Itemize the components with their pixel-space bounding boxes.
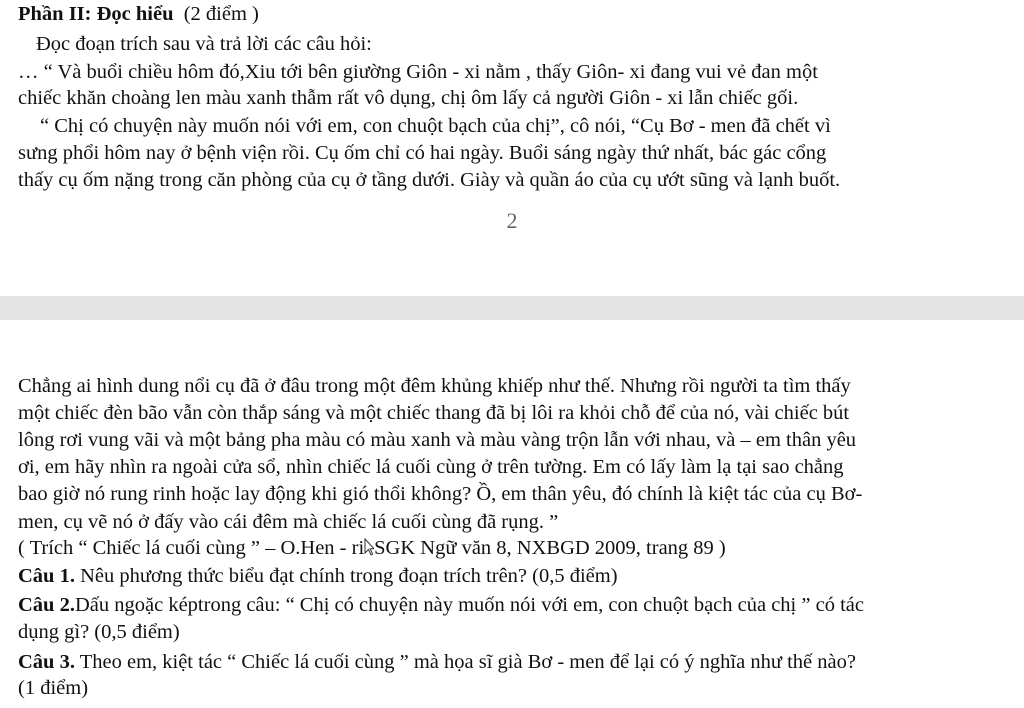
question-label: Câu 2. bbox=[18, 594, 75, 616]
passage-line: sưng phổi hôm nay ở bệnh viện rồi. Cụ ốm chỉ có hai ngày. Buổi sáng ngày thứ nhất, bác gác cổng bbox=[18, 142, 827, 164]
passage-line: ơi, em hãy nhìn ra ngoài cửa sổ, nhìn chiếc lá cuối cùng ở trên tường. Em có lấy làm lạ tại sao chẳng bbox=[18, 456, 844, 478]
passage-line: Chẳng ai hình dung nổi cụ đã ở đâu trong một đêm khủng khiếp như thế. Nhưng rồi người ta tìm thấy bbox=[18, 375, 851, 397]
question-3 bbox=[18, 650, 856, 674]
citation-source: ( Trích “ Chiếc lá cuối cùng ” – O.Hen - ri bbox=[18, 537, 365, 559]
question-label: Câu 1. bbox=[18, 565, 75, 587]
text-cursor-icon bbox=[364, 538, 374, 556]
section-instruction: Đọc đoạn trích sau và trả lời các câu hỏi: bbox=[36, 33, 372, 55]
question-text: Theo em, kiệt tác “ Chiếc lá cuối cùng ” mà họa sĩ già Bơ - men để lại có ý nghĩa như thế nào? bbox=[74, 651, 856, 673]
question-2 bbox=[18, 593, 864, 617]
document-page-1 bbox=[0, 0, 1024, 296]
document-page-2 bbox=[0, 320, 1024, 708]
question-text: Nêu phương thức biểu đạt chính trong đoạn trích trên? (0,5 điểm) bbox=[74, 565, 618, 587]
citation bbox=[18, 536, 726, 560]
citation-book: SGK Ngữ văn 8, NXBGD 2009, trang 89 ) bbox=[374, 537, 726, 559]
question-3-continuation: (1 điểm) bbox=[18, 677, 89, 699]
passage-line: bao giờ nó rung rinh hoặc lay động khi gió thổi không? Ồ, em thân yêu, đó chính là kiệt tác của cụ Bơ- bbox=[18, 483, 863, 505]
passage-line: một chiếc đèn bão vẫn còn thắp sáng và một chiếc thang đã bị lôi ra khỏi chỗ để của nó, vài chiếc bút bbox=[18, 402, 850, 424]
question-2-continuation: dụng gì? (0,5 điểm) bbox=[18, 621, 180, 643]
question-1 bbox=[18, 564, 618, 588]
section-heading bbox=[18, 2, 259, 26]
question-label: Câu 3. bbox=[18, 651, 75, 673]
passage-line: lông rơi vung vãi và một bảng pha màu có màu xanh và màu vàng trộn lẫn với nhau, và – em thân yêu bbox=[18, 429, 857, 451]
passage-line: “ Chị có chuyện này muốn nói với em, con chuột bạch của chị”, cô nói, “Cụ Bơ - men đã chết vì bbox=[40, 115, 831, 137]
section-points: (2 điểm ) bbox=[183, 3, 259, 25]
page-number: 2 bbox=[506, 208, 518, 233]
section-label: Phần II: Đọc hiểu bbox=[18, 3, 174, 25]
passage-line: thấy cụ ốm nặng trong căn phòng của cụ ở tầng dưới. Giày và quần áo của cụ ướt sũng và lạnh buốt. bbox=[18, 169, 841, 191]
question-text: Dấu ngoặc képtrong câu: “ Chị có chuyện này muốn nói với em, con chuột bạch của chị ” có tác bbox=[74, 594, 864, 616]
passage-line: … “ Và buổi chiều hôm đó,Xiu tới bên giường Giôn - xi nằm , thấy Giôn- xi đang vui vẻ đan một bbox=[18, 61, 818, 83]
passage-line: men, cụ vẽ nó ở đấy vào cái đêm mà chiếc lá cuối cùng đã rụng. ” bbox=[18, 511, 559, 533]
page-break-gap bbox=[0, 296, 1024, 320]
passage-line: chiếc khăn choàng len màu xanh thẫm rất vô dụng, chị ôm lấy cả người Giôn - xi lẫn chiếc gối. bbox=[18, 87, 799, 109]
